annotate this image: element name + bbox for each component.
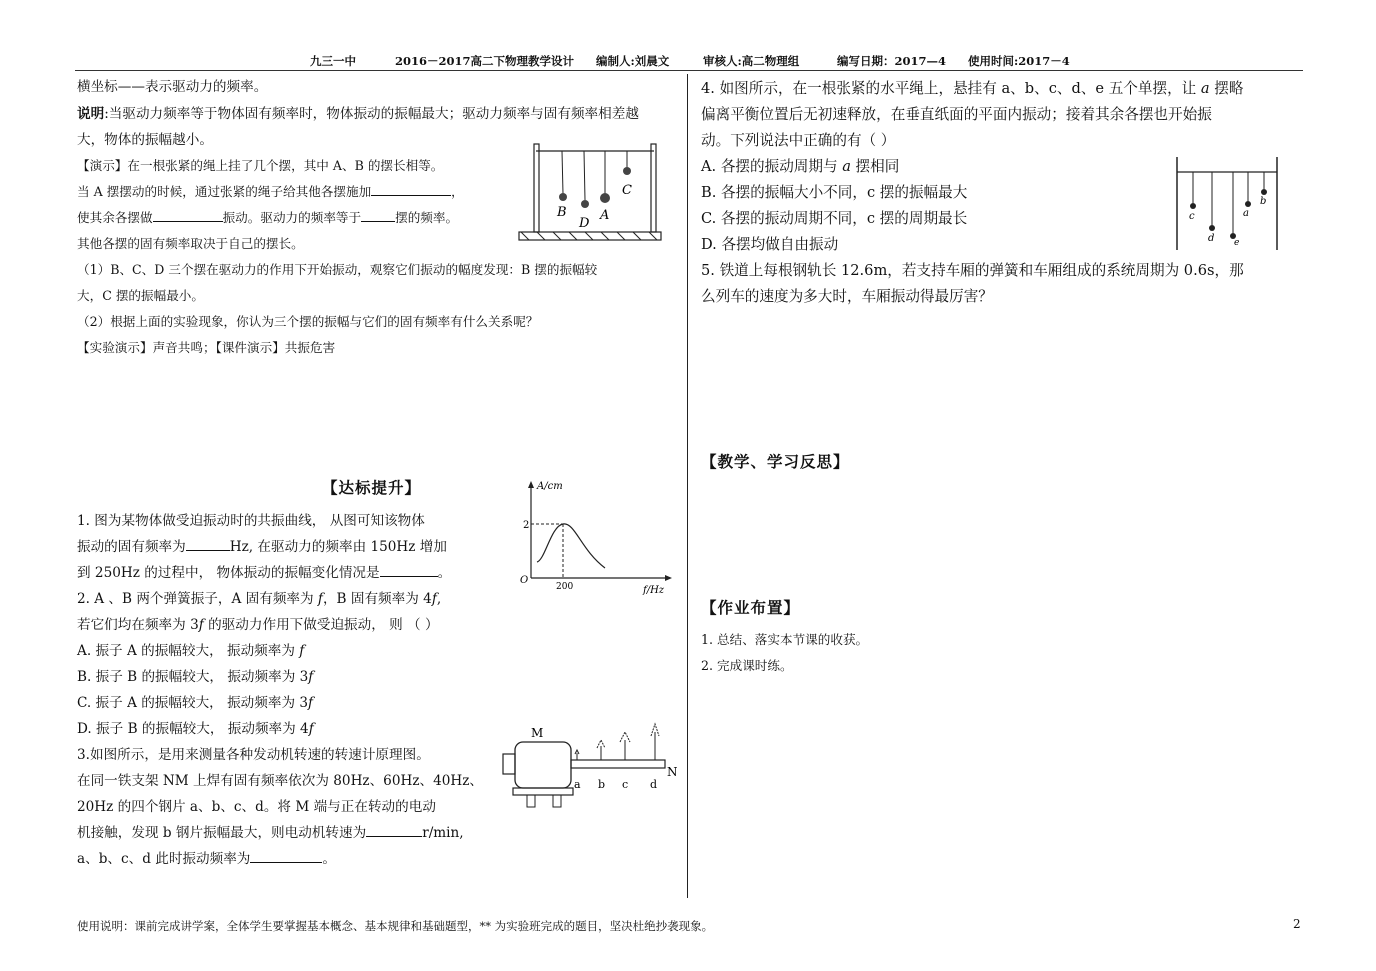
- label-e: e: [1234, 238, 1240, 248]
- question-line: （2）根据上面的实验现象，你认为三个摆的振幅与它们的固有频率有什么关系呢？: [77, 314, 539, 329]
- problem-1-line: [77, 560, 451, 586]
- text-span: f: [308, 669, 314, 685]
- text-span: 使其余各摆做: [77, 210, 153, 225]
- question-4-line: [701, 76, 1243, 102]
- text-span: 的驱动力作用下做受迫振动， 则 （ ）: [203, 617, 439, 633]
- problem-3-line: 20Hz 的四个钢片 a、b、c、d。将 M 端与正在转动的电动: [77, 799, 436, 815]
- text-span: 若它们均在频率为 3: [77, 617, 199, 633]
- text-span: f: [299, 643, 305, 659]
- label-d: D: [579, 216, 590, 231]
- section-title-homework: 【作业布置】: [701, 598, 801, 617]
- text-span: Hz, 在驱动力的频率由 150Hz 增加: [229, 539, 447, 555]
- section-title-practice: 【达标提升】: [322, 478, 422, 497]
- text-line: 横坐标——表示驱动力的频率。: [77, 79, 268, 95]
- answer-blank[interactable]: [371, 183, 451, 196]
- answer-blank[interactable]: [186, 538, 230, 551]
- text-span: f: [431, 591, 437, 607]
- text-span: f: [317, 591, 323, 607]
- label-c: c: [1189, 211, 1195, 222]
- text-span: 当 A 摆摆动的时候，通过张紧的绳子给其他各摆施加: [77, 184, 372, 199]
- problem-1-line: [77, 534, 447, 560]
- header-use-time: 使用时间:2017－4: [968, 54, 1070, 68]
- label-note: 说明: [77, 106, 105, 122]
- problem-3-line: [77, 846, 336, 872]
- homework-item: 2. 完成课时练。: [701, 658, 793, 673]
- answer-blank[interactable]: [380, 564, 438, 577]
- label-b: b: [598, 778, 606, 791]
- label-d: d: [650, 778, 658, 791]
- text-span: B. 振子 B 的振幅较大， 振动频率为 3: [77, 669, 309, 685]
- origin-label: O: [520, 575, 529, 586]
- axis-y-label: A/cm: [537, 481, 563, 492]
- answer-blank[interactable]: [250, 850, 322, 863]
- question-line: （1）B、C、D 三个摆在驱动力的作用下开始振动，观察它们振动的幅度发现：B 摆的振幅较: [77, 262, 598, 277]
- text-span: 振动。驱动力的频率等于: [222, 210, 362, 225]
- text-span: 机接触，发现 b 钢片振幅最大，则电动机转速为: [77, 825, 367, 841]
- problem-2-line: [77, 586, 441, 612]
- section-title-reflection: 【教学、学习反思】: [701, 452, 850, 471]
- answer-blank[interactable]: [366, 824, 422, 837]
- label-c: C: [622, 183, 632, 198]
- option-d: D. 各摆均做自由振动: [701, 236, 839, 253]
- problem-3-line: [77, 820, 464, 846]
- text-span: A. 振子 A 的振幅较大， 振动频率为: [77, 643, 300, 659]
- header-school: 九三一中: [310, 54, 356, 68]
- option-c: [77, 690, 313, 716]
- text-span: f: [308, 695, 314, 711]
- demo-line: [77, 182, 464, 202]
- header-editor: 编制人:刘晨文: [596, 54, 670, 68]
- text-span: 到 250Hz 的过程中， 物体振动的振幅变化情况是: [77, 565, 380, 581]
- text-line: [77, 101, 639, 127]
- question-5-line: 5. 铁道上每根钢轨长 12.6m，若支持车厢的弹簧和车厢组成的系统周期为 0.6s，那: [701, 262, 1244, 279]
- text-span: f: [198, 617, 204, 633]
- question-line: 大，C 摆的振幅最小。: [77, 288, 204, 303]
- text-span: 2. A 、B 两个弹簧振子，A 固有频率为: [77, 591, 318, 607]
- text-span: r/min,: [422, 825, 464, 841]
- label-a: a: [1243, 208, 1249, 219]
- text-span: D. 振子 B 的振幅较大， 振动频率为 4: [77, 721, 309, 737]
- axis-x-label: f/Hz: [643, 585, 665, 596]
- text-span: C. 振子 A 的振幅较大， 振动频率为 3: [77, 695, 309, 711]
- text-span: a: [1200, 80, 1210, 97]
- experiment-line: 【实验演示】声音共鸣；【课件演示】共振危害: [77, 340, 336, 355]
- text-span: ,: [436, 591, 442, 607]
- problem-3-line: 3.如图所示，是用来测量各种发动机转速的转速计原理图。: [77, 747, 430, 763]
- label-n: N: [667, 765, 678, 779]
- footer-note: 使用说明：课前完成讲学案，全体学生要掌握基本概念、基本规律和基础题型，** 为实验班完成的题目，坚决杜绝抄袭现象。: [77, 919, 714, 933]
- tick-y-2: 2: [523, 520, 530, 531]
- label-c: c: [622, 778, 629, 791]
- label-d: d: [1208, 233, 1215, 244]
- text-span: :当驱动力频率等于物体固有频率时，物体振动的振幅最大；驱动力频率与固有频率相差越: [104, 106, 639, 122]
- option-c: C. 各摆的振动周期不同，c 摆的周期最长: [701, 210, 968, 227]
- label-m: M: [531, 726, 544, 740]
- homework-item: 1. 总结、落实本节课的收获。: [701, 632, 869, 647]
- text-span: 摆略: [1209, 80, 1244, 97]
- option-b: [77, 664, 313, 690]
- problem-1-line: 1. 图为某物体做受迫振动时的共振曲线， 从图可知该物体: [77, 513, 425, 529]
- label-a: a: [574, 778, 581, 791]
- text-span: 。: [437, 565, 452, 581]
- header-reviewer: 审核人:高二物理组: [703, 54, 800, 68]
- text-span: 摆相同: [850, 158, 900, 175]
- pendulum-demo-figure: [517, 138, 665, 244]
- text-span: 摆的频率。: [395, 210, 459, 225]
- header-date: 编写日期：2017—4: [837, 54, 947, 68]
- text-span: f: [308, 721, 314, 737]
- header-rule: [75, 70, 1303, 71]
- demo-line: 【演示】在一根张紧的绳上挂了几个摆，其中 A、B 的摆长相等。: [77, 158, 444, 173]
- header-course: 2016－2017高二下物理教学设计: [395, 54, 575, 68]
- tachometer-figure: [497, 720, 679, 812]
- question-4-line: 动。下列说法中正确的有（ ）: [701, 132, 896, 149]
- text-line: 大，物体的振幅越小。: [77, 132, 213, 148]
- answer-blank[interactable]: [153, 209, 223, 222]
- page-number: 2: [1293, 917, 1301, 931]
- text-span: ，: [451, 184, 464, 199]
- label-a: A: [600, 208, 610, 223]
- option-d: [77, 716, 314, 742]
- text-span: 。: [322, 851, 336, 867]
- question-4-line: 偏离平衡位置后无初速释放，在垂直纸面的平面内振动；接着其余各摆也开始振: [701, 106, 1212, 123]
- tick-x-200: 200: [556, 582, 574, 592]
- option-b: B. 各摆的振幅大小不同，c 摆的振幅最大: [701, 184, 968, 201]
- label-b: b: [1260, 196, 1267, 207]
- question-5-line: 么列车的速度为多大时，车厢振动得最厉害？: [701, 288, 993, 305]
- text-span: a: [842, 158, 851, 175]
- column-divider: [687, 74, 688, 898]
- problem-3-line: 在同一铁支架 NM 上焊有固有频率依次为 80Hz、60Hz、40Hz、: [77, 773, 483, 789]
- resonance-curve-figure: [515, 480, 675, 598]
- text-span: ，B 固有频率为 4: [322, 591, 432, 607]
- five-pendulum-figure: [1174, 155, 1282, 251]
- answer-blank[interactable]: [361, 209, 395, 222]
- text-span: a、b、c、d 此时振动频率为: [77, 851, 251, 867]
- demo-line: [77, 208, 458, 228]
- text-span: 振动的固有频率为: [77, 539, 186, 555]
- option-a: [701, 154, 899, 180]
- text-span: 4. 如图所示，在一根张紧的水平绳上，悬挂有 a、b、c、d、e 五个单摆，让: [701, 80, 1201, 97]
- option-a: [77, 638, 304, 664]
- demo-line: 其他各摆的固有频率取决于自己的摆长。: [77, 236, 304, 251]
- problem-2-line: [77, 612, 439, 638]
- text-span: A. 各摆的振动周期与: [701, 158, 843, 175]
- label-b: B: [557, 205, 567, 220]
